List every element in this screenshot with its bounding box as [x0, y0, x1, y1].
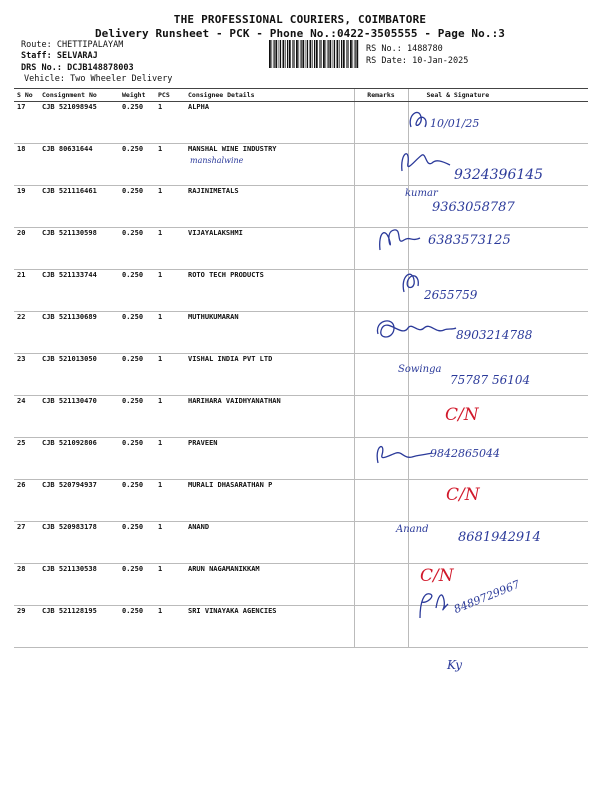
weight-cell: 0.250	[120, 480, 156, 522]
weight-cell: 0.250	[120, 312, 156, 354]
weight-cell: 0.250	[120, 354, 156, 396]
consignment-cell: CJB 520794937	[40, 480, 120, 522]
pcs-cell: 1	[156, 438, 186, 480]
col-sno: S No	[14, 89, 40, 102]
rs-number: RS No.: 1488780	[366, 44, 443, 54]
hw-phone-row20: 6383573125	[428, 233, 511, 248]
hw-name-row27: Anand	[396, 524, 429, 535]
hw-name-row23: Sowinga	[398, 364, 442, 375]
consignee-cell: SRI VINAYAKA AGENCIES	[186, 606, 354, 648]
signature-row21-scribble	[396, 266, 426, 296]
weight-cell: 0.250	[120, 186, 156, 228]
consignment-cell: CJB 521133744	[40, 270, 120, 312]
pcs-cell: 1	[156, 144, 186, 186]
hw-phone-row29: 8489729967	[452, 577, 522, 617]
sno-cell: 29	[14, 606, 40, 648]
pcs-cell: 1	[156, 270, 186, 312]
weight-cell: 0.250	[120, 144, 156, 186]
drs-line: DRS No.: DCJB148878003	[21, 63, 134, 73]
sno-cell: 17	[14, 102, 40, 144]
table-row	[14, 102, 588, 144]
sno-cell: 25	[14, 438, 40, 480]
remarks-cell	[354, 102, 408, 144]
remarks-cell	[354, 606, 408, 648]
signature-row18-scribble	[396, 145, 456, 177]
consignment-cell: CJB 521128195	[40, 606, 120, 648]
table-header	[14, 89, 588, 102]
company-title: THE PROFESSIONAL COURIERS, COIMBATORE	[173, 13, 427, 26]
table-row	[14, 438, 588, 480]
vehicle-line: Vehicle: Two Wheeler Delivery	[24, 74, 173, 84]
signature-cell	[408, 480, 588, 522]
consignment-cell: CJB 521130470	[40, 396, 120, 438]
pcs-cell: 1	[156, 186, 186, 228]
sno-cell: 18	[14, 144, 40, 186]
consignment-cell: CJB 521130538	[40, 564, 120, 606]
weight-cell: 0.250	[120, 228, 156, 270]
col-consignee: Consignee Details	[186, 89, 354, 102]
sno-cell: 27	[14, 522, 40, 564]
hw-date-row17: 10/01/25	[430, 117, 480, 130]
consignment-cell: CJB 520983178	[40, 522, 120, 564]
consignment-cell: CJB 521130598	[40, 228, 120, 270]
signature-row25-scribble	[372, 437, 434, 467]
col-signature: Seal & Signature	[408, 89, 588, 102]
consignee-cell: MUTHUKUMARAN	[186, 312, 354, 354]
signature-row22-scribble	[372, 314, 458, 348]
consignee-cell: HARIHARA VAIDHYANATHAN	[186, 396, 354, 438]
consignment-cell: CJB 521116461	[40, 186, 120, 228]
col-remarks: Remarks	[354, 89, 408, 102]
weight-cell: 0.250	[120, 438, 156, 480]
consignment-cell: CJB 80631644	[40, 144, 120, 186]
barcode-image	[268, 40, 360, 68]
sno-cell: 26	[14, 480, 40, 522]
pcs-cell: 1	[156, 228, 186, 270]
consignee-cell: ARUN NAGAMANIKKAM	[186, 564, 354, 606]
sno-cell: 20	[14, 228, 40, 270]
pcs-cell: 1	[156, 606, 186, 648]
pcs-cell: 1	[156, 564, 186, 606]
remarks-cell	[354, 564, 408, 606]
table-row	[14, 480, 588, 522]
hw-note-row18: manshalwine	[190, 156, 244, 165]
consignee-cell: VIJAYALAKSHMI	[186, 228, 354, 270]
col-consignment: Consignment No	[40, 89, 120, 102]
consignment-cell: CJB 521098945	[40, 102, 120, 144]
hw-cn-row24: C/N	[445, 405, 479, 425]
table-row	[14, 606, 588, 648]
weight-cell: 0.250	[120, 396, 156, 438]
consignee-cell: VISHAL INDIA PVT LTD	[186, 354, 354, 396]
staff-line: Staff: SELVARAJ	[21, 51, 98, 61]
hw-phone-row27: 8681942914	[458, 530, 541, 545]
sno-cell: 21	[14, 270, 40, 312]
consignee-cell: RAJINIMETALS	[186, 186, 354, 228]
weight-cell: 0.250	[120, 564, 156, 606]
consignee-cell: ALPHA	[186, 102, 354, 144]
sno-cell: 19	[14, 186, 40, 228]
remarks-cell	[354, 396, 408, 438]
consignment-cell: CJB 521092806	[40, 438, 120, 480]
rs-date: RS Date: 10-Jan-2025	[366, 56, 469, 66]
runsheet-subtitle: Delivery Runsheet - PCK - Phone No.:0422-3505555 - Page No.:3	[94, 27, 506, 40]
pcs-cell: 1	[156, 480, 186, 522]
col-weight: Weight	[120, 89, 156, 102]
consignment-cell: CJB 521013050	[40, 354, 120, 396]
hw-phone-row22: 8903214788	[456, 328, 533, 342]
weight-cell: 0.250	[120, 522, 156, 564]
hw-phone-row19: 9363058787	[432, 200, 515, 215]
signature-row20-scribble	[376, 222, 428, 258]
rs-info	[366, 43, 468, 67]
hw-cn-row28: C/N	[420, 566, 454, 586]
pcs-cell: 1	[156, 522, 186, 564]
hw-cn-row26: C/N	[446, 485, 480, 505]
hw-phone-row25: 9842865044	[430, 447, 500, 460]
hw-phone-row23: 75787 56104	[450, 373, 531, 387]
table-row	[14, 396, 588, 438]
consignee-cell: ROTO TECH PRODUCTS	[186, 270, 354, 312]
sno-cell: 23	[14, 354, 40, 396]
hw-name-row19: kumar	[405, 188, 438, 199]
pcs-cell: 1	[156, 396, 186, 438]
pcs-cell: 1	[156, 312, 186, 354]
weight-cell: 0.250	[120, 102, 156, 144]
sno-cell: 28	[14, 564, 40, 606]
weight-cell: 0.250	[120, 270, 156, 312]
pcs-cell: 1	[156, 102, 186, 144]
route-line: Route: CHETTIPALAYAM	[21, 40, 124, 50]
sno-cell: 24	[14, 396, 40, 438]
hw-footer-initials: Ky	[447, 658, 462, 672]
remarks-cell	[354, 480, 408, 522]
consignee-cell: MURALI DHASARATHAN P	[186, 480, 354, 522]
col-pcs: PCS	[156, 89, 186, 102]
consignee-cell: MANSHAL WINE INDUSTRY	[186, 144, 354, 186]
signature-row17-scribble	[405, 105, 435, 135]
signature-cell	[408, 396, 588, 438]
pcs-cell: 1	[156, 354, 186, 396]
weight-cell: 0.250	[120, 606, 156, 648]
hw-phone-row21: 2655759	[424, 288, 478, 302]
consignment-cell: CJB 521130689	[40, 312, 120, 354]
consignee-cell: ANAND	[186, 522, 354, 564]
signature-row29-scribble	[414, 584, 454, 624]
sno-cell: 22	[14, 312, 40, 354]
hw-phone-row18: 9324396145	[454, 167, 544, 183]
consignee-cell: PRAVEEN	[186, 438, 354, 480]
table-row	[14, 270, 588, 312]
